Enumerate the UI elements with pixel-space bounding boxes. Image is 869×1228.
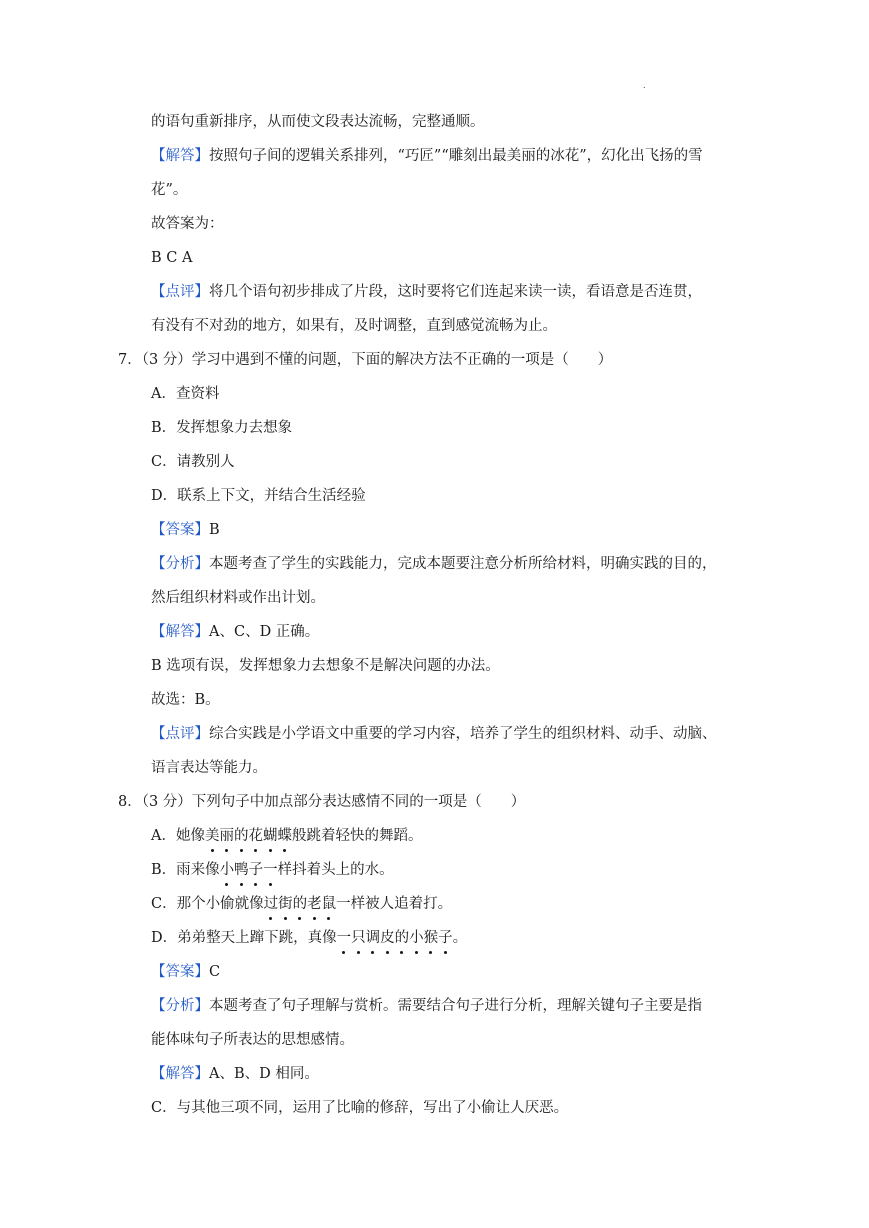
q8-solution [151, 1064, 319, 1084]
answer-sequence: B C A [151, 250, 193, 266]
emphasis-char: 蝴 [262, 828, 278, 844]
comment-line [151, 282, 702, 302]
q8-solution-cont: C．与其他三项不同，运用了比喻的修辞，写出了小偷让人厌恶。 [151, 1100, 569, 1116]
dotted-phrase [220, 862, 278, 878]
emphasis-char: 街 [278, 896, 293, 912]
q7-analysis [151, 554, 717, 574]
q7-comment-cont: 语言表达等能力。 [151, 760, 267, 776]
emphasis-char: 猴 [423, 930, 439, 946]
q8-option-d [151, 928, 467, 948]
emphasis-char: 小 [219, 862, 235, 878]
q7-selection: 故选：B。 [151, 692, 220, 708]
emphasis-char: 老 [307, 896, 322, 912]
emphasis-char: 只 [351, 930, 366, 946]
text-line: 故答案为： [151, 216, 224, 232]
option-suffix: 样抖着头上的水。 [277, 862, 394, 878]
emphasis-char: 过 [263, 896, 279, 912]
comment-tag: 【点评】 [151, 726, 209, 742]
analysis-text: 本题考查了句子理解与赏析。需要结合句子进行分析，理解关键句子主要是指 [209, 998, 702, 1014]
solution-text: 按照句子间的逻辑关系排列，“巧匠”“雕刻出最美丽的冰花”，幻化出飞扬的雪 [209, 148, 703, 164]
analysis-text: 本题考查了学生的实践能力，完成本题要注意分析所给材料，明确实践的目的， [209, 556, 717, 572]
text-line: 有没有不对劲的地方，如果有，及时调整，直到感觉流畅为止。 [151, 318, 557, 334]
emphasis-char: 鼠 [321, 896, 337, 912]
answer-tag: 【答案】 [151, 964, 209, 980]
question-8-stem: 8．（3 分）下列句子中加点部分表达感情不同的一项是（ ） [118, 794, 526, 810]
q8-analysis [151, 996, 702, 1016]
q8-answer [151, 962, 220, 982]
emphasis-char: 美 [204, 828, 220, 844]
solution-tag: 【解答】 [151, 148, 209, 164]
dotted-phrase [205, 828, 292, 844]
analysis-tag: 【分析】 [151, 998, 209, 1014]
option-prefix: D．弟弟整天上蹿下跳，真像 [151, 930, 337, 946]
text-line: 花”。 [151, 182, 188, 198]
dotted-phrase [264, 896, 337, 912]
question-7-stem: 7．（3 分）学习中遇到不懂的问题，下面的解决方法不正确的一项是（ ） [118, 352, 613, 368]
solution-text: A、C、D 正确。 [209, 624, 320, 640]
q7-comment [151, 724, 717, 744]
solution-tag: 【解答】 [151, 1066, 209, 1082]
q8-option-a [151, 826, 422, 846]
emphasis-char: 鸭 [234, 862, 249, 878]
q7-option-c: C．请教别人 [151, 454, 235, 470]
text-line: 的语句重新排序，从而使文段表达流畅，完整通顺。 [151, 114, 485, 130]
comment-text: 将几个语句初步排成了片段，这时要将它们连起来读一读，看语意是否连贯， [209, 284, 702, 300]
q7-solution-cont: B 选项有误，发挥想象力去想象不是解决问题的办法。 [151, 658, 500, 674]
q7-solution [151, 622, 319, 642]
emphasis-char: 子 [438, 930, 453, 946]
q7-option-a: A．查资料 [151, 386, 220, 402]
comment-text: 综合实践是小学语文中重要的学习内容，培养了学生的组织材料、动手、动脑、 [209, 726, 717, 742]
q7-option-d: D．联系上下文，并结合生活经验 [151, 488, 366, 504]
emphasis-char: 的 [292, 896, 308, 912]
q8-analysis-cont: 能体味句子所表达的思想感情。 [151, 1032, 354, 1048]
option-prefix: A．她像 [151, 828, 205, 844]
emphasis-char: 的 [233, 828, 249, 844]
q7-analysis-cont: 然后组织材料或作出计划。 [151, 590, 325, 606]
analysis-tag: 【分析】 [151, 556, 209, 572]
emphasis-char: 丽 [219, 828, 234, 844]
emphasis-char: 蝶 [277, 828, 292, 844]
dotted-phrase [337, 930, 453, 946]
emphasis-char: 小 [409, 930, 424, 946]
answer-value: B [209, 522, 220, 538]
option-prefix: B．雨来像 [151, 862, 220, 878]
option-suffix: 。 [452, 930, 468, 946]
option-prefix: C．那个小偷就像 [151, 896, 264, 912]
q8-option-b [151, 860, 394, 880]
emphasis-char: 一 [336, 930, 352, 946]
option-suffix: 一样被人追着打。 [336, 896, 453, 912]
comment-tag: 【点评】 [151, 284, 209, 300]
emphasis-char: 调 [365, 930, 381, 946]
answer-value: C [209, 964, 221, 980]
emphasis-char: 皮 [380, 930, 395, 946]
solution-text: A、B、D 相同。 [209, 1066, 319, 1082]
emphasis-char: 花 [248, 828, 263, 844]
emphasis-char: 的 [394, 930, 410, 946]
emphasis-char: 子 [248, 862, 264, 878]
option-suffix: 般跳着轻快的舞蹈。 [291, 828, 423, 844]
q7-option-b: B．发挥想象力去想象 [151, 420, 293, 436]
solution-tag: 【解答】 [151, 624, 209, 640]
emphasis-char: 一 [263, 862, 278, 878]
answer-tag: 【答案】 [151, 522, 209, 538]
corner-mark: . [643, 81, 646, 90]
q8-option-c [151, 894, 452, 914]
q7-answer [151, 520, 220, 540]
solution-line [151, 146, 703, 166]
